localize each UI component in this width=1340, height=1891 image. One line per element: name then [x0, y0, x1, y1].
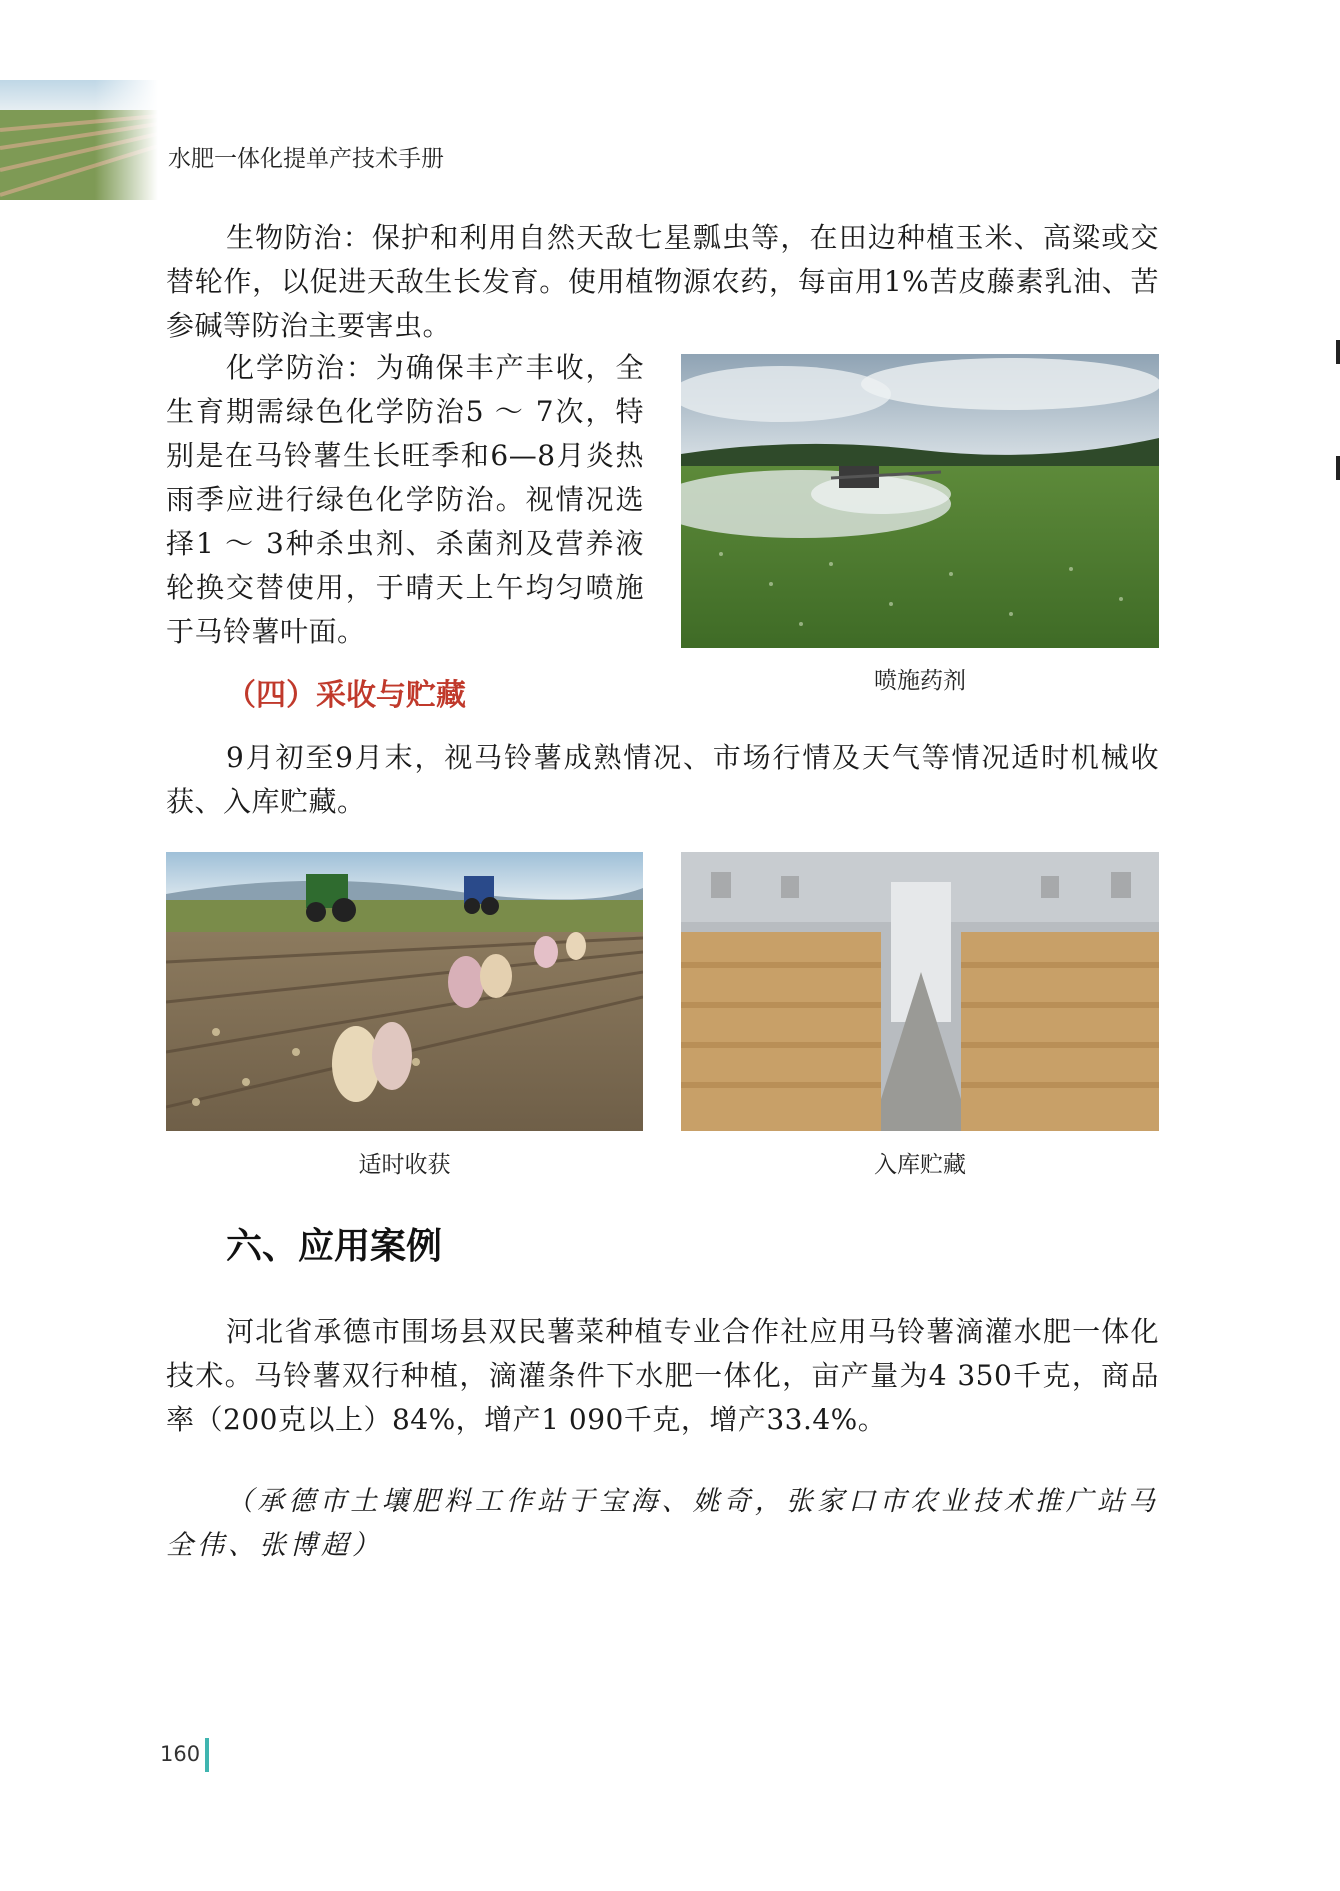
heading-application-cases: 六、应用案例 [226, 1226, 443, 1267]
harvesting-photo [166, 852, 643, 1131]
caption-spraying: 喷施药剂 [874, 668, 966, 694]
paragraph-harvest: 9月初至9月末，视马铃薯成熟情况、市场行情及天气等情况适时机械收获、入库贮藏。 [166, 741, 1159, 818]
author-credit: （承德市土壤肥料工作站于宝海、姚奇，张家口市农业技术推广站马全伟、张博超） [166, 1486, 1159, 1561]
edge-mark [1336, 340, 1340, 364]
page-number: 160 [160, 1742, 201, 1766]
storage-photo [681, 852, 1159, 1131]
caption-harvesting: 适时收获 [358, 1152, 451, 1178]
caption-storage: 入库贮藏 [874, 1152, 966, 1178]
spraying-photo [681, 354, 1159, 648]
edge-mark [1336, 456, 1340, 480]
page-number-bar [205, 1738, 209, 1772]
paragraph-chem-control: 化学防治：为确保丰产丰收，全生育期需绿色化学防治5 ～ 7次，特别是在马铃薯生长旺季和6—8月炎热雨季应进行绿色化学防治。视情况选择1 ～ 3种杀虫剂、杀菌剂及营养液轮换交替使用，于晴天上午均匀喷施于马铃薯叶面。 [166, 351, 644, 648]
paragraph-bio-control: 生物防治：保护和利用自然天敌七星瓢虫等，在田边种植玉米、高粱或交替轮作，以促进天敌生长发育。使用植物源农药，每亩用1%苦皮藤素乳油、苦参碱等防治主要害虫。 [166, 221, 1159, 342]
paragraph-case: 河北省承德市围场县双民薯菜种植专业合作社应用马铃薯滴灌水肥一体化技术。马铃薯双行种植，滴灌条件下水肥一体化，亩产量为4 350千克，商品率（200克以上）84%，增产1 090千克，增产33.4%。 [166, 1315, 1159, 1436]
running-header-title: 水肥一体化提单产技术手册 [168, 146, 444, 172]
header-field-thumbnail [0, 80, 158, 200]
heading-harvest-storage: （四）采收与贮藏 [226, 678, 466, 713]
